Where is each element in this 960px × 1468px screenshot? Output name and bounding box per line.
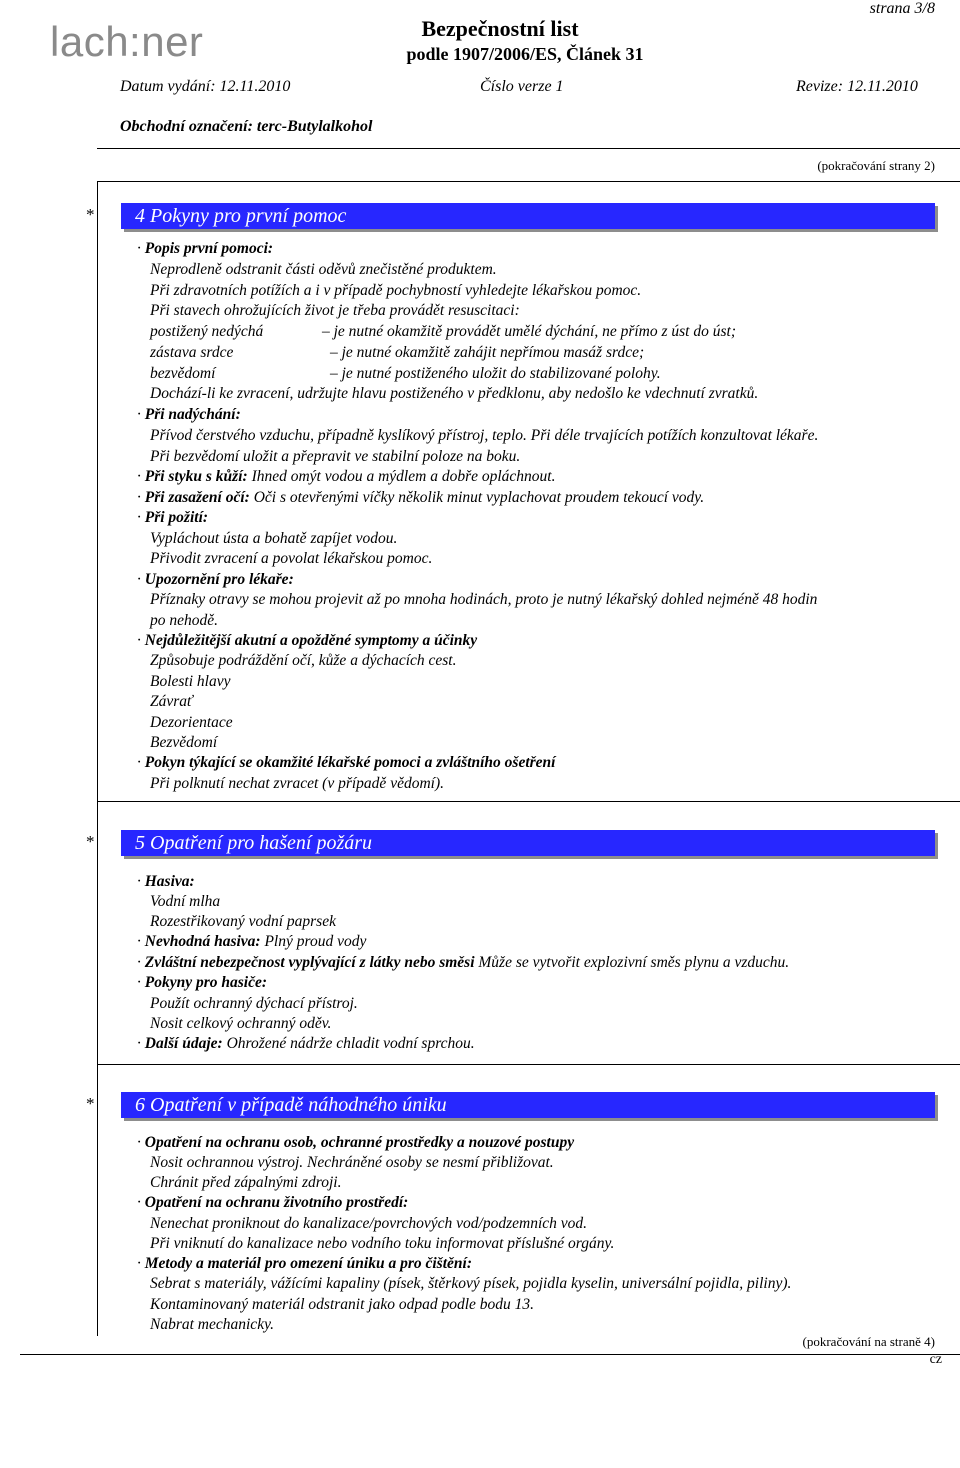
text-line: Nabrat mechanicky.: [150, 1316, 274, 1333]
page-number: strana 3/8: [869, 0, 935, 17]
revision-star: *: [86, 205, 95, 224]
doctor-note-label: Upozornění pro lékaře:: [144, 571, 294, 588]
environmental-label: Opatření na ochranu životního prostředí:: [144, 1194, 409, 1211]
special-hazards-label: Zvláštní nebezpečnost vyplývající z látky nebo směsi: [144, 954, 475, 971]
skin-contact: · Při styku s kůží: Ihned omýt vodou a mýdlem a dobře opláchnout.: [137, 468, 556, 485]
continuation-bottom: (pokračování na straně 4): [802, 1334, 935, 1349]
additional-info: · Další údaje: Ohrožené nádrže chladit vodní sprchou.: [137, 1035, 475, 1052]
text-line: Při polknutí nechat zvracet (v případě vědomí).: [150, 775, 444, 792]
document-subtitle: podle 1907/2006/ES, Článek 31: [406, 44, 644, 64]
personal-precautions-label: Opatření na ochranu osob, ochranné prostředky a nouzové postupy: [144, 1134, 575, 1151]
continuation-top: (pokračování strany 2): [817, 158, 935, 173]
media-item: Vodní mlha: [150, 893, 221, 910]
text-line: Sebrat s materiály, vážícími kapaliny (písek, štěrkový písek, pojidla kyselin, universální pojidla, piliny).: [150, 1275, 792, 1292]
section-6-left-rule: [97, 1064, 98, 1336]
text-line: Nenechat proniknout do kanalizace/povrchových vod/podzemních vod.: [150, 1215, 588, 1232]
environmental-heading: · Opatření na ochranu životního prostředí:: [137, 1194, 409, 1211]
cleanup-heading: · Metody a materiál pro omezení úniku a pro čištění:: [137, 1255, 472, 1272]
special-hazards-text: Může se vytvořit explozivní směs plynu a vzduchu.: [478, 954, 790, 971]
text-line: Při stavech ohrožujících život je třeba provádět resuscitaci:: [150, 302, 520, 319]
inhalation-label: Při nadýchání:: [144, 406, 241, 423]
unsuitable-media-label: Nevhodná hasiva:: [144, 933, 261, 950]
firefighter-label: Pokyny pro hasiče:: [144, 974, 268, 991]
text-line: Chránit před zápalnými zdroji.: [150, 1174, 342, 1191]
unsuitable-media-text: Plný proud vody: [264, 933, 367, 950]
revision-star: *: [86, 832, 95, 851]
section-4-title: 4 Pokyny pro první pomoc: [135, 205, 347, 227]
unsuitable-media: · Nevhodná hasiva: Plný proud vody: [137, 933, 367, 950]
text-line: Přívod čerstvého vzduchu, případně kyslíkový přístroj, teplo. Při déle trvajících potížích konzultovat lékaře.: [150, 427, 819, 444]
resuscitation-condition: postižený nedýchá: [150, 323, 264, 340]
text-line: Příznaky otravy se mohou projevit až po mnoha hodinách, proto je nutný lékařský dohled nejméně 48 hodin: [150, 591, 818, 608]
section-4-left-rule: [97, 181, 98, 801]
header-divider: [97, 148, 960, 149]
text-line: Při bezvědomí uložit a přepravit ve stabilní poloze na boku.: [150, 448, 521, 465]
text-line: Nosit ochrannou výstroj. Nechráněné osoby se nesmí přibližovat.: [150, 1154, 554, 1171]
eye-label: Při zasažení očí:: [144, 489, 250, 506]
symptom-item: Bolesti hlavy: [150, 673, 231, 690]
footer-divider: [20, 1354, 960, 1355]
trade-name: Obchodní označení: terc-Butylalkohol: [120, 118, 373, 135]
symptom-item: Způsobuje podráždění očí, kůže a dýchacích cest.: [150, 652, 457, 669]
firefighter-heading: · Pokyny pro hasiče:: [137, 974, 268, 991]
divider: [97, 181, 960, 182]
document-title: Bezpečnostní list: [421, 16, 579, 41]
text-line: Neprodleně odstranit části oděvů znečistěné produktem.: [150, 261, 497, 278]
text-line: Dochází-li ke zvracení, udržujte hlavu postiženého v předklonu, aby nedošlo ke vdechnutí zvratků.: [150, 385, 759, 402]
section-5-left-rule: [97, 801, 98, 1064]
text-line: Při vniknutí do kanalizace nebo vodního toku informovat příslušné orgány.: [150, 1235, 615, 1252]
section-6-header: [121, 1092, 935, 1118]
section-5-header: [121, 830, 935, 856]
extinguishing-media-label: Hasiva:: [144, 873, 195, 890]
additional-info-text: Ohrožené nádrže chladit vodní sprchou.: [226, 1035, 475, 1052]
skin-label: Při styku s kůží:: [144, 468, 248, 485]
company-logo: lach:ner: [50, 18, 204, 65]
text-line: Při zdravotních potížích a i v případě pochybností vyhledejte lékařskou pomoc.: [150, 282, 642, 299]
ingestion-label: Při požití:: [144, 509, 209, 526]
text-line: po nehodě.: [150, 612, 219, 629]
eye-contact: · Při zasažení očí: Oči s otevřenými víčky několik minut vyplachovat proudem tekoucí vody.: [137, 489, 705, 506]
section-4-header: [121, 203, 935, 229]
text-line: Kontaminovaný materiál odstranit jako odpad podle bodu 13.: [150, 1296, 535, 1313]
firefighter-item: Použít ochranný dýchací přístroj.: [150, 995, 358, 1012]
section-5-title: 5 Opatření pro hašení požáru: [135, 832, 373, 854]
symptom-item: Bezvědomí: [150, 734, 218, 751]
treatment-label: Pokyn týkající se okamžité lékařské pomoci a zvláštního ošetření: [144, 754, 556, 771]
language-code: cz: [929, 1352, 942, 1367]
section-divider: [97, 1064, 960, 1065]
text-line: Přivodit zvracení a povolat lékařskou pomoc.: [150, 550, 433, 567]
personal-precautions-heading: · Opatření na ochranu osob, ochranné prostředky a nouzové postupy: [137, 1134, 575, 1151]
symptoms-heading: · Nejdůležitější akutní a opožděné symptomy a účinky: [137, 632, 478, 649]
firefighter-item: Nosit celkový ochranný oděv.: [150, 1015, 332, 1032]
revision-star: *: [86, 1094, 95, 1113]
skin-text: Ihned omýt vodou a mýdlem a dobře opláchnout.: [251, 468, 556, 485]
doctor-note-heading: · Upozornění pro lékaře:: [137, 571, 294, 588]
additional-info-label: Další údaje:: [144, 1035, 223, 1052]
special-hazards: · Zvláštní nebezpečnost vyplývající z látky nebo směsi Může se vytvořit explozivní směs plynu a vzduchu.: [137, 954, 790, 971]
extinguishing-media-heading: · Hasiva:: [137, 873, 195, 890]
symptom-item: Dezorientace: [150, 714, 233, 731]
treatment-heading: · Pokyn týkající se okamžité lékařské pomoci a zvláštního ošetření: [137, 754, 556, 771]
section-6-title: 6 Opatření v případě náhodného úniku: [135, 1094, 447, 1116]
cleanup-label: Metody a materiál pro omezení úniku a pro čištění:: [144, 1255, 472, 1272]
symptom-item: Závrať: [150, 693, 193, 710]
version-number: Číslo verze 1: [480, 78, 564, 95]
revision-date: Revize: 12.11.2010: [796, 78, 918, 95]
text-line: Vypláchout ústa a bohatě zapíjet vodou.: [150, 530, 398, 547]
section-divider: [97, 801, 960, 802]
ingestion-heading: · Při požití:: [137, 509, 209, 526]
inhalation-heading: · Při nadýchání:: [137, 406, 241, 423]
resuscitation-condition: zástava srdce: [150, 344, 234, 361]
resuscitation-action: – je nutné okamžitě zahájit nepřímou masáž srdce;: [330, 344, 645, 361]
symptoms-label: Nejdůležitější akutní a opožděné symptomy a účinky: [144, 632, 478, 649]
eye-text: Oči s otevřenými víčky několik minut vyplachovat proudem tekoucí vody.: [253, 489, 705, 506]
media-item: Rozestřikovaný vodní paprsek: [150, 913, 336, 930]
first-aid-description: · Popis první pomoci:: [137, 240, 274, 257]
first-aid-label: Popis první pomoci:: [144, 240, 274, 257]
issue-date: Datum vydání: 12.11.2010: [120, 78, 291, 95]
resuscitation-action: – je nutné okamžitě provádět umělé dýchání, ne přímo z úst do úst;: [322, 323, 736, 340]
resuscitation-action: – je nutné postiženého uložit do stabilizované polohy.: [330, 365, 661, 382]
resuscitation-condition: bezvědomí: [150, 365, 216, 382]
